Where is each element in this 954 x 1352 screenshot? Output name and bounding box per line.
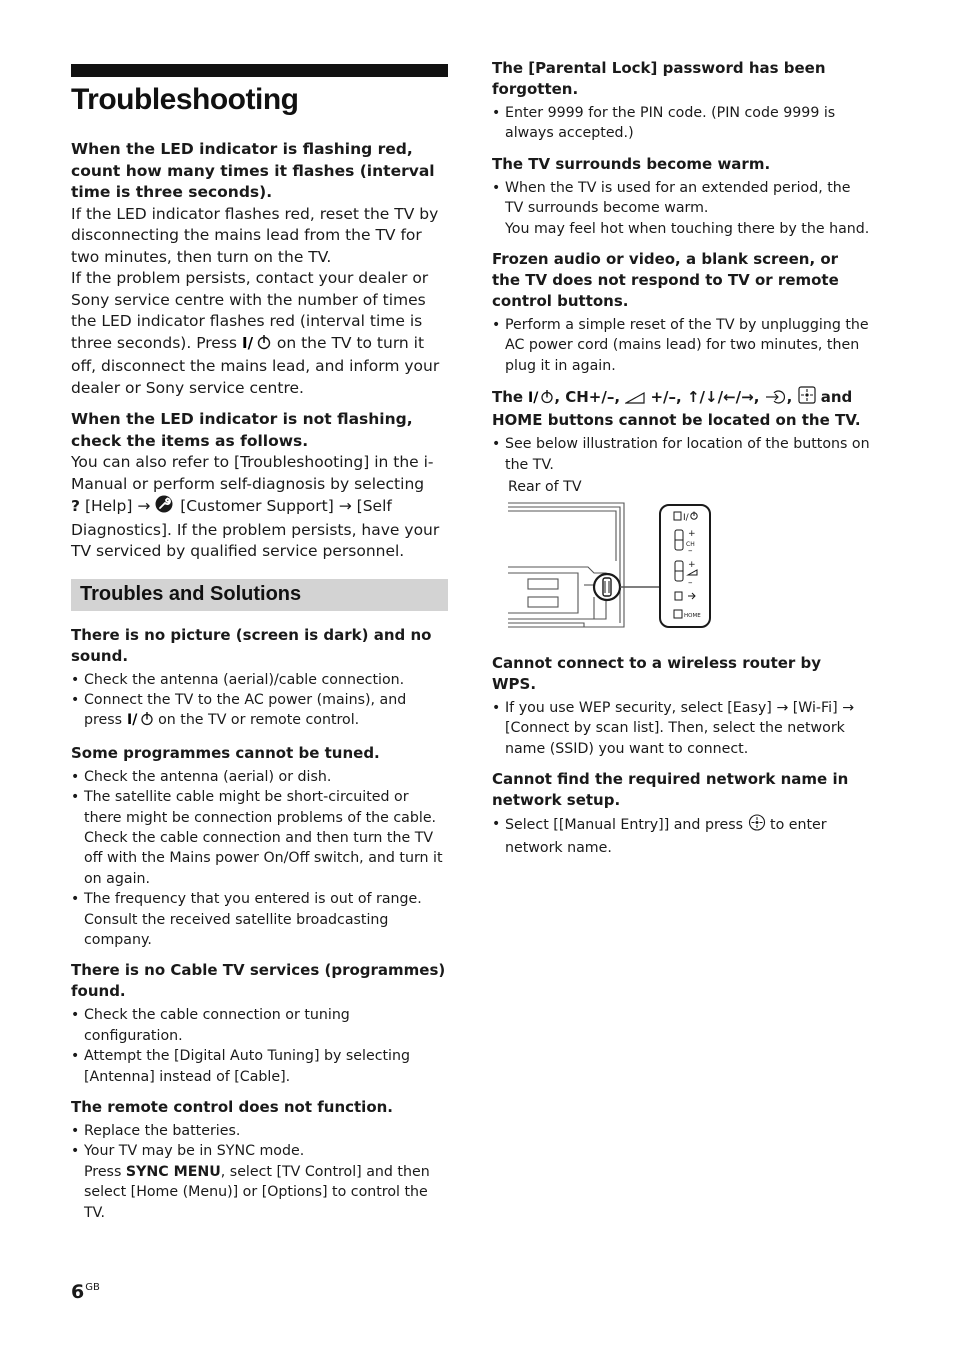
list-item: • Attempt the [Digital Auto Tuning] by selecting [Antenna] instead of [Cable]. xyxy=(71,1046,448,1087)
arrow-icon: → xyxy=(338,497,352,515)
list-item: • Perform a simple reset of the TV by unplugging the AC power cord (mains lead) for two minutes, then plug it in again. xyxy=(492,315,870,376)
left-column xyxy=(71,58,448,1233)
list-item: • The satellite cable might be short-circuited or there might be connection problems of the cable. Check the cable connection and then turn the TV off with the Mains power On/Off switch, and turn it on again. xyxy=(71,787,448,889)
svg-text:–: – xyxy=(688,546,693,557)
question-wps: Cannot connect to a wireless router by WPS. xyxy=(492,654,822,694)
power-icon xyxy=(528,389,554,410)
page-number: $6^{GB}$ xyxy=(71,1281,100,1303)
volume-icon xyxy=(625,389,645,410)
led-flash-paragraph-2: If the problem persists, contact your dealer or Sony service centre with the number of times the LED indicator flashes red (interval time is three seconds). Press I/ on the TV to turn it off, disconnect the mains lead, and inform your dealer or Sony service centre. xyxy=(71,269,440,397)
answer-list xyxy=(492,103,870,144)
led-flash-heading: When the LED indicator is flashing red, count how many times it flashes (interval time is three seconds). xyxy=(71,140,435,201)
arrow-keys-icon: ↑/↓/←/→ xyxy=(686,388,754,407)
answer-list xyxy=(71,767,448,951)
question-parental-lock: The [Parental Lock] password has been forgotten. xyxy=(492,59,826,98)
question-buttons: The I/ , CH+/–, +/–, ↑/↓/←/→, , and HOME buttons cannot be located on the TV. xyxy=(492,388,861,430)
list-item: • Replace the batteries. xyxy=(71,1121,448,1141)
arrow-icon: → xyxy=(776,700,789,717)
svg-text:I/: I/ xyxy=(528,390,539,405)
input-icon xyxy=(765,389,787,410)
power-icon xyxy=(242,334,272,357)
question-warm: The TV surrounds become warm. xyxy=(492,154,771,173)
svg-text:I/: I/ xyxy=(126,712,137,727)
question-network: Cannot find the required network name in network setup. xyxy=(492,770,849,810)
enter-icon xyxy=(748,814,766,837)
svg-text:I/: I/ xyxy=(683,513,689,524)
wrench-icon xyxy=(155,495,175,520)
question-remote: The remote control does not function. xyxy=(71,1098,394,1116)
list-item: • Your TV may be in SYNC mode. Press SYNC MENU, select [TV Control] and then select [Home (Menu)] or [Options] to control the TV. xyxy=(71,1141,448,1223)
question-no-cable: There is no Cable TV services (programmes) found. xyxy=(71,961,446,1001)
svg-text:+: + xyxy=(688,529,696,540)
page-title: Troubleshooting xyxy=(71,83,299,116)
answer-list xyxy=(492,698,870,759)
panel-ch-label: CH xyxy=(686,541,695,549)
list-item: • Check the cable connection or tuning configuration. xyxy=(71,1005,448,1046)
rear-of-tv-label: Rear of TV xyxy=(508,479,582,496)
answer-list xyxy=(492,434,870,475)
question-cannot-tune: Some programmes cannot be tuned. xyxy=(71,743,380,762)
list-item: • Check the antenna (aerial)/cable connection. xyxy=(71,670,448,690)
right-column xyxy=(492,58,870,868)
led-noflash-paragraph: You can also refer to [Troubleshooting] in the i-Manual or perform self-diagnosis by selecting ? [Help] → [Customer Support] → [Self Diagnostics]. If the problem persists, have your TV serviced by qualified service personnel. xyxy=(71,453,440,560)
list-item: • If you use WEP security, select [Easy] → [Wi-Fi] → [Connect by scan list]. Then, select the network name (SSID) you want to connect. xyxy=(492,698,870,759)
list-item: • See below illustration for location of the buttons on the TV. xyxy=(492,434,870,475)
svg-text:–: – xyxy=(688,578,693,589)
list-item: • Check the antenna (aerial) or dish. xyxy=(71,767,448,787)
list-item: • Enter 9999 for the PIN code. (PIN code 9999 is always accepted.) xyxy=(492,103,870,144)
answer-list xyxy=(71,1005,448,1087)
title-rule xyxy=(71,64,448,77)
arrow-icon: → xyxy=(842,700,855,717)
rear-of-tv-illustration xyxy=(508,501,738,633)
section-title: Troubles and Solutions xyxy=(80,583,302,605)
svg-text:I/: I/ xyxy=(241,333,253,350)
answer-list xyxy=(492,814,870,858)
enter-button-icon xyxy=(798,386,816,410)
panel-home-label: HOME xyxy=(684,613,701,620)
question-no-picture: There is no picture (screen is dark) and no sound. xyxy=(71,625,432,665)
list-item: • Connect the TV to the AC power (mains), and press I/ on the TV or remote control. xyxy=(71,690,448,733)
list-item: • When the TV is used for an extended period, the TV surrounds become warm. You may feel hot when touching there by the hand. xyxy=(492,178,870,239)
question-frozen: Frozen audio or video, a blank screen, or the TV does not respond to TV or remote control buttons. xyxy=(492,250,839,311)
answer-list xyxy=(492,315,870,376)
led-flash-paragraph-1: If the LED indicator flashes red, reset the TV by disconnecting the mains lead from the TV for two minutes, then turn on the TV. xyxy=(71,204,439,266)
tv-button-panel xyxy=(660,505,710,627)
answer-list xyxy=(71,670,448,733)
led-noflash-heading: When the LED indicator is not flashing, check the items as follows. xyxy=(71,410,413,450)
answer-list xyxy=(71,1121,448,1223)
arrow-icon: → xyxy=(137,497,151,515)
help-icon: ? xyxy=(71,497,80,515)
section-header xyxy=(71,579,448,611)
list-item: • The frequency that you entered is out of range. Consult the received satellite broadcasting company. xyxy=(71,889,448,950)
list-item: • Select [[Manual Entry]] and press to enter network name. xyxy=(492,814,870,858)
svg-text:+: + xyxy=(688,560,696,571)
answer-list xyxy=(492,178,870,239)
power-icon xyxy=(127,711,154,732)
